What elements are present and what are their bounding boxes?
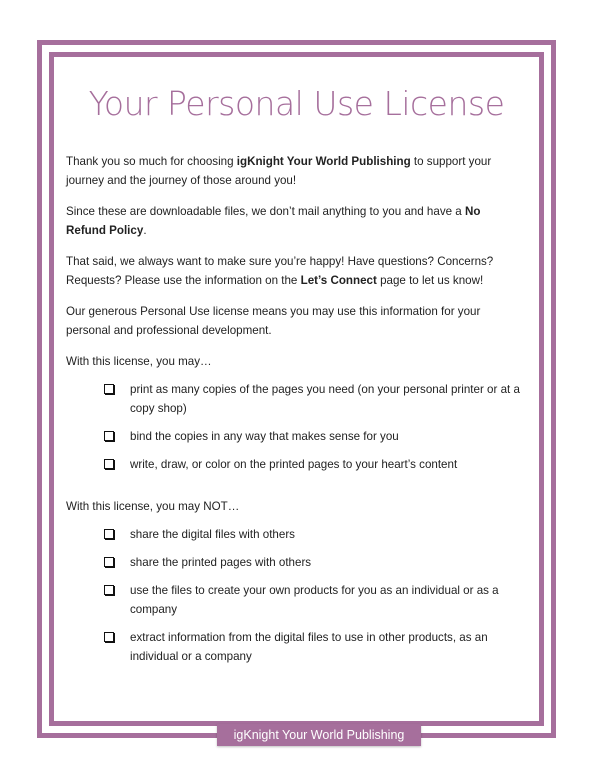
list-item bbox=[104, 581, 522, 619]
company-name: igKnight Your World Publishing bbox=[236, 155, 411, 168]
list-item-text: extract information from the digital files to use in other products, as an individual or a company bbox=[130, 631, 488, 663]
list-item bbox=[104, 455, 522, 474]
checkbox-icon bbox=[104, 384, 114, 394]
lets-connect-page-name: Let’s Connect bbox=[300, 274, 377, 287]
checkbox-icon bbox=[104, 431, 114, 441]
contact-paragraph bbox=[66, 252, 522, 290]
refund-text-end: . bbox=[143, 224, 147, 237]
checkbox-icon bbox=[104, 557, 114, 567]
list-item-text: bind the copies in any way that makes sense for you bbox=[130, 430, 399, 443]
intro-text-end: to support your journey and the journey of those around you! bbox=[66, 155, 492, 187]
may-not-heading: With this license, you may NOT… bbox=[66, 500, 240, 513]
may-not-list bbox=[66, 525, 522, 666]
checkbox-icon bbox=[104, 632, 114, 642]
list-item-text: use the files to create your own products for you as an individual or as a company bbox=[130, 584, 499, 616]
list-item bbox=[104, 427, 522, 446]
list-item bbox=[104, 553, 522, 572]
list-item-text: share the printed pages with others bbox=[130, 556, 312, 569]
may-list bbox=[66, 380, 522, 474]
refund-policy-label: No Refund Policy bbox=[66, 205, 481, 237]
refund-paragraph bbox=[66, 202, 522, 240]
section-spacer bbox=[66, 483, 522, 497]
license-content bbox=[66, 152, 522, 675]
contact-text-start: That said, we always want to make sure you’re happy! Have questions? Concerns? Requests? Please use the information on the bbox=[66, 255, 494, 287]
list-item bbox=[104, 628, 522, 666]
checkbox-icon bbox=[104, 459, 114, 469]
list-item bbox=[104, 380, 522, 418]
intro-paragraph bbox=[66, 152, 522, 190]
list-item-text: print as many copies of the pages you need (on your personal printer or at a copy shop) bbox=[130, 383, 520, 415]
list-item-text: share the digital files with others bbox=[130, 528, 295, 541]
checkbox-icon bbox=[104, 529, 114, 539]
page-title: Your Personal Use License bbox=[88, 84, 505, 123]
list-item-text: write, draw, or color on the printed pages to your heart’s content bbox=[130, 458, 458, 471]
checkbox-icon bbox=[104, 585, 114, 595]
license-description: Our generous Personal Use license means you may use this information for your personal and professional development. bbox=[66, 305, 481, 337]
may-heading: With this license, you may… bbox=[66, 355, 212, 368]
refund-text-start: Since these are downloadable files, we don’t mail anything to you and have a bbox=[66, 205, 465, 218]
list-item bbox=[104, 525, 522, 544]
intro-text-start: Thank you so much for choosing bbox=[66, 155, 237, 168]
footer-publisher-tab: igKnight Your World Publishing bbox=[217, 724, 421, 746]
contact-text-end: page to let us know! bbox=[376, 274, 484, 287]
